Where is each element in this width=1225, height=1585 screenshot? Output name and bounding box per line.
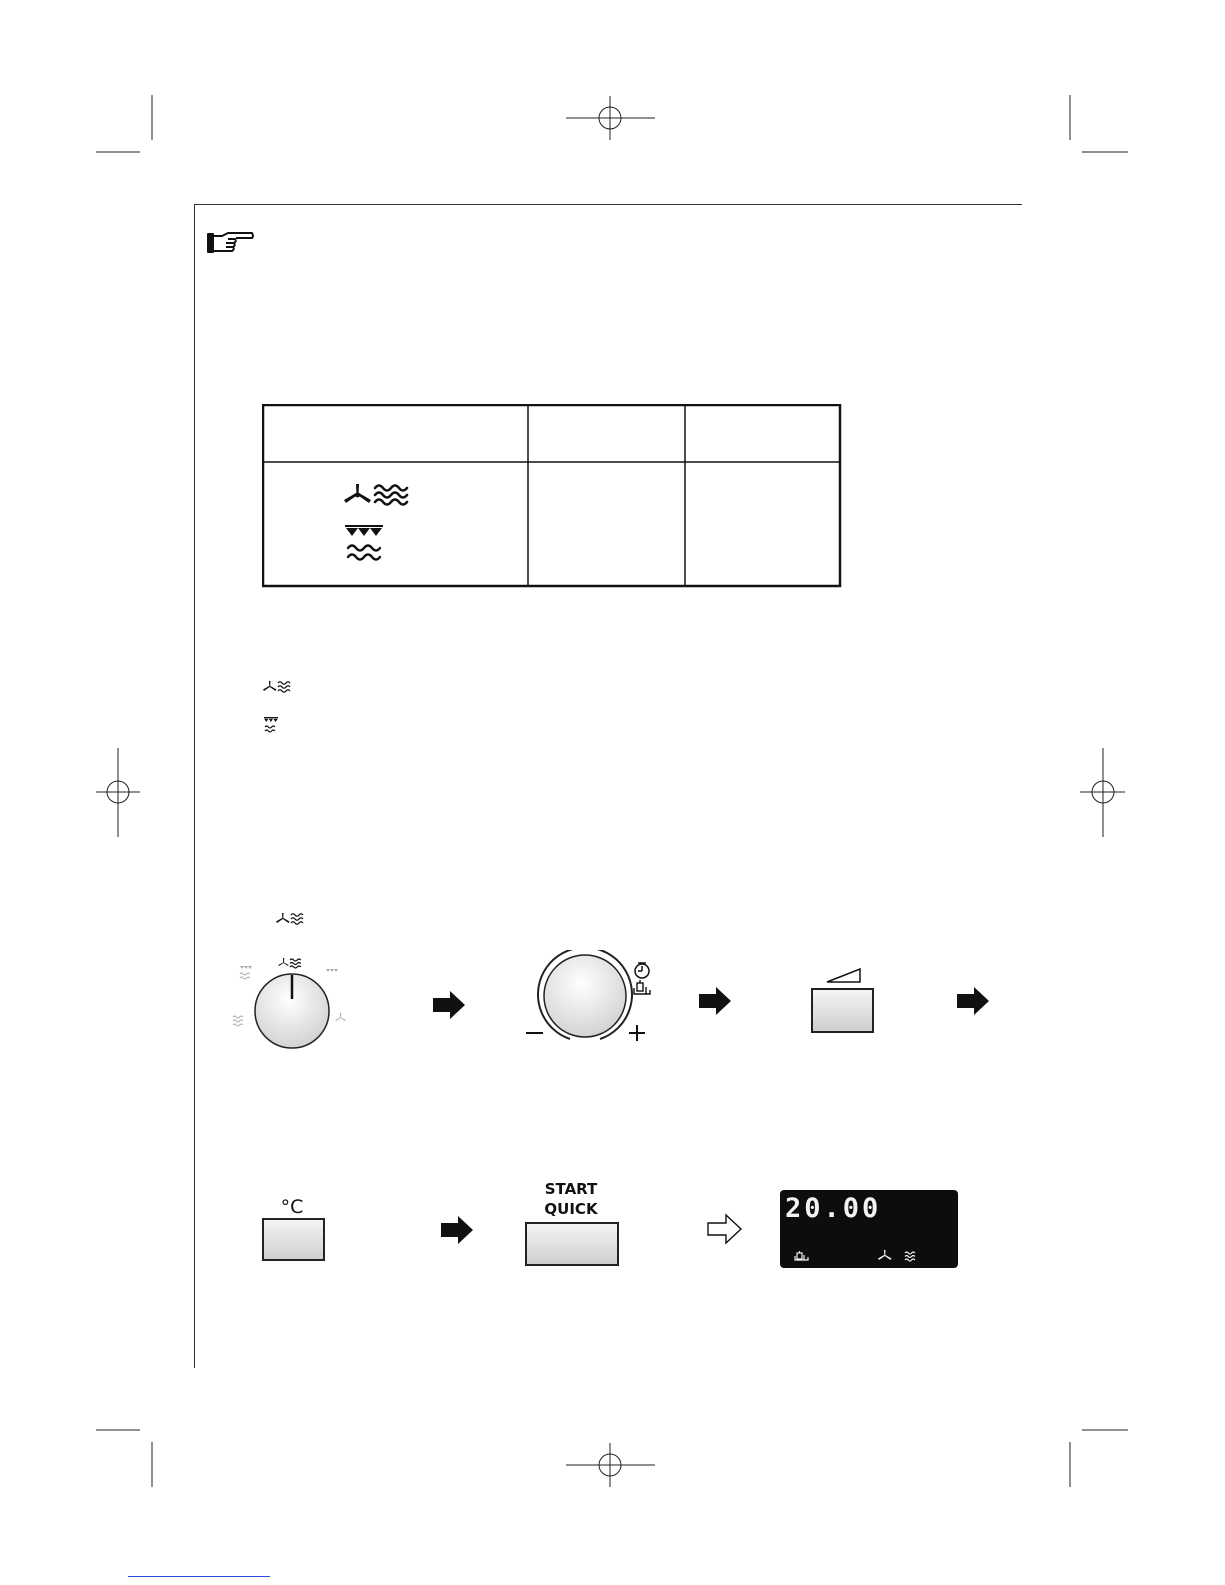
temperature-button-label: °C [280,1196,304,1218]
step-arrow-icon [432,990,466,1020]
weight-icon [794,1250,810,1262]
page-top-rule [194,204,1022,205]
footer-link-underline[interactable] [128,1576,270,1577]
lcd-time: 20.00 [785,1193,882,1224]
pointing-hand-icon [206,230,256,256]
fan-icon [878,1250,892,1262]
grill-microwave-icon [344,524,388,564]
power-level-button[interactable] [811,988,874,1033]
step-arrow-icon [956,986,990,1016]
temperature-button[interactable] [262,1218,325,1261]
microwave-waves-icon [904,1250,918,1262]
clock-icon [635,963,649,978]
fan-microwave-procedure-icon [275,912,305,926]
quick-label: QUICK [544,1200,598,1218]
page-left-rule [194,204,195,1368]
function-selector-knob[interactable] [228,955,358,1055]
fan-microwave-icon [340,480,410,510]
step-arrow-icon [440,1215,474,1245]
lcd-display [780,1190,958,1268]
power-wedge-icon [826,968,862,984]
setting-dial[interactable] [526,950,666,1060]
start-quick-button[interactable] [525,1222,619,1266]
grill-microwave-small-icon [264,717,280,735]
result-arrow-icon [707,1213,743,1245]
fan-microwave-small-icon [262,680,292,694]
step-arrow-icon [698,986,732,1016]
weight-icon [634,980,650,994]
start-label: START [544,1180,598,1198]
